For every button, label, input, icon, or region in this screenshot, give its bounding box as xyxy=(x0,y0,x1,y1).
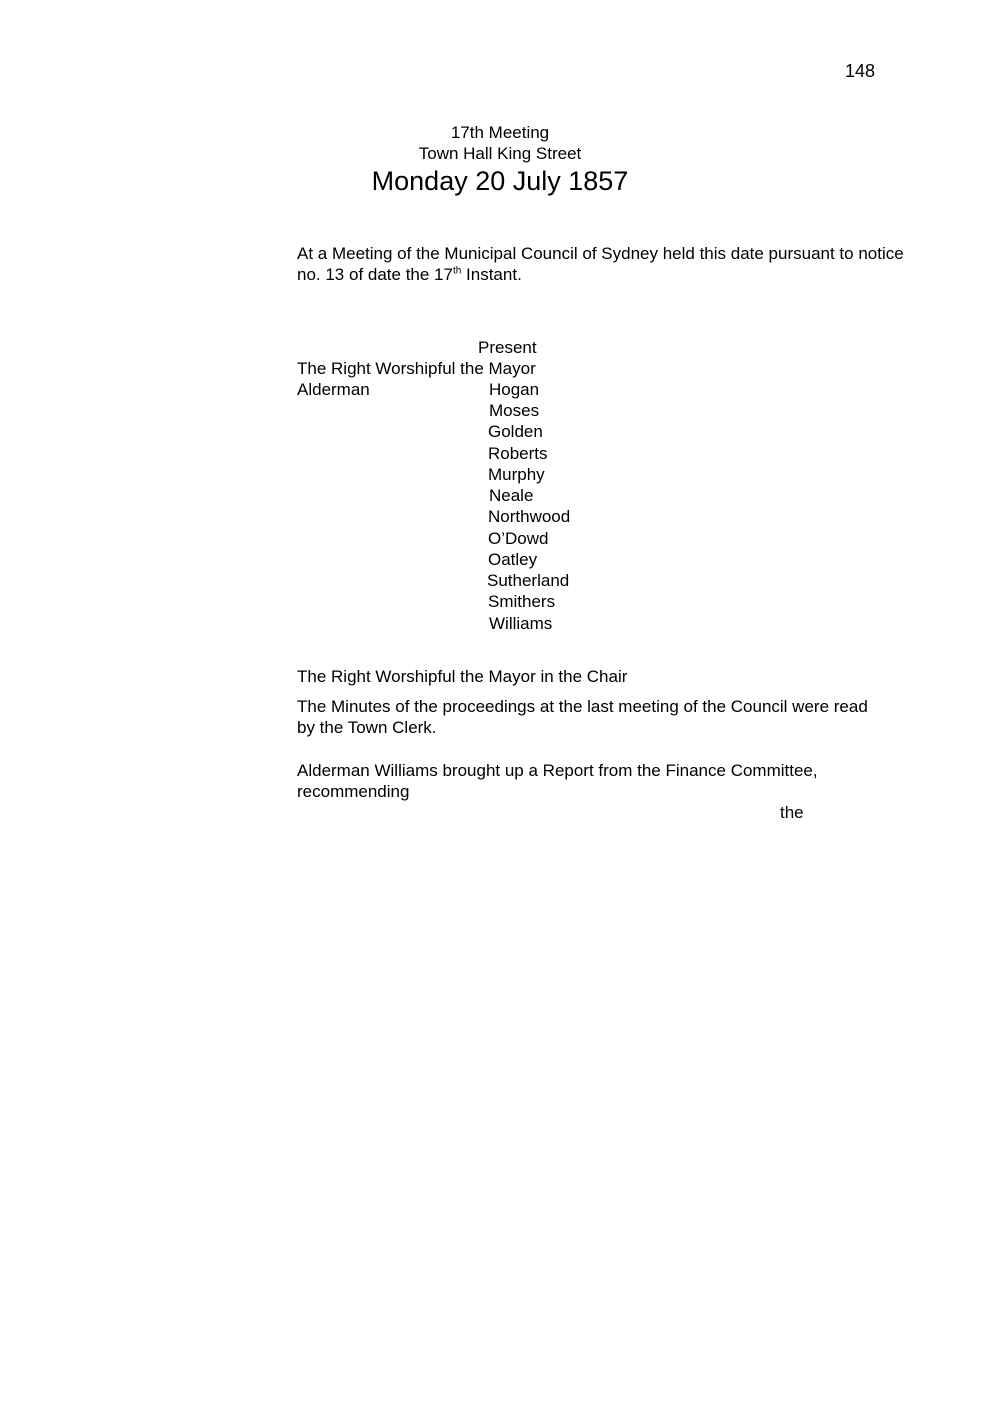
alderman-name: O’Dowd xyxy=(488,529,549,548)
alderman-name: Williams xyxy=(489,614,553,633)
alderman-name: Oatley xyxy=(488,550,538,569)
mayor-line: The Right Worshipful the Mayor xyxy=(297,359,536,378)
alderman-name: Hogan xyxy=(489,380,540,399)
alderman-name: Roberts xyxy=(488,444,548,463)
report-paragraph: Alderman Williams brought up a Report from the Finance Committee, recommending xyxy=(297,761,818,801)
alderman-name: Neale xyxy=(489,486,534,505)
page-number: 148 xyxy=(845,61,876,81)
intro-text-before: At a Meeting of the Municipal Council of Sydney held this date pursuant to notice no. 13 of date the 17 xyxy=(297,244,904,284)
alderman-name: Sutherland xyxy=(487,571,570,590)
meeting-venue: Town Hall King Street xyxy=(418,144,582,163)
alderman-name: Golden xyxy=(488,422,543,441)
alderman-name: Smithers xyxy=(488,592,556,611)
alderman-name: Moses xyxy=(489,401,540,420)
intro-superscript: th xyxy=(452,265,462,277)
present-label: Present xyxy=(478,338,537,357)
chair-statement: The Right Worshipful the Mayor in the Chair xyxy=(297,667,628,686)
intro-paragraph xyxy=(297,243,917,285)
alderman-name: Northwood xyxy=(488,507,571,526)
minutes-paragraph: The Minutes of the proceedings at the last meeting of the Council were read by the Town Clerk. xyxy=(297,697,868,737)
meeting-date-heading: Monday 20 July 1857 xyxy=(371,166,629,196)
meeting-number: 17th Meeting xyxy=(450,123,550,142)
alderman-label: Alderman xyxy=(297,380,370,399)
catchword: the xyxy=(780,803,804,822)
alderman-name: Murphy xyxy=(488,465,545,484)
intro-text-after: Instant. xyxy=(461,265,522,284)
